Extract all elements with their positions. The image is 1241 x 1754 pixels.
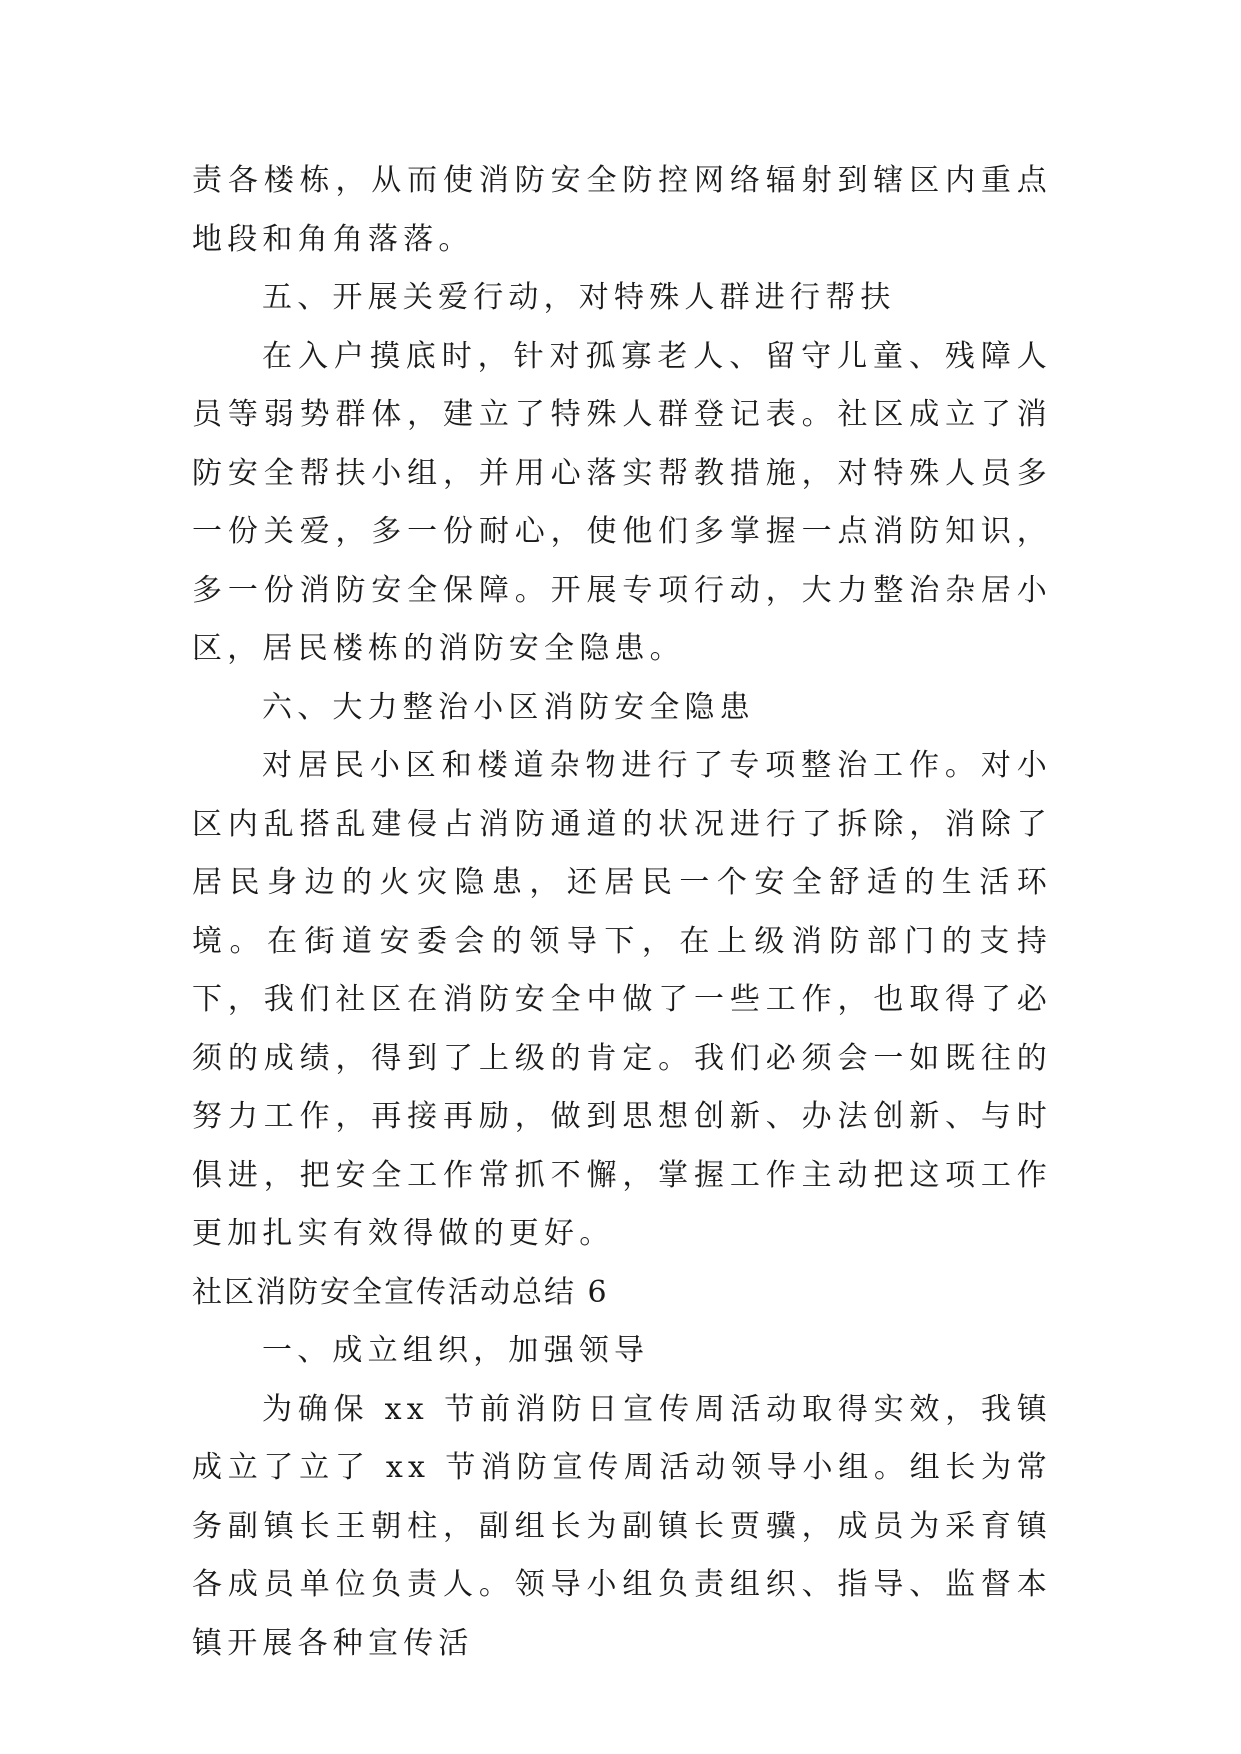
paragraph-special-groups: 在入户摸底时，针对孤寡老人、留守儿童、残障人员等弱势群体，建立了特殊人群登记表。社区成立了消防安全帮扶小组，并用心落实帮教措施，对特殊人员多一份关爱，多一份耐心，使他们多掌握一点消防知识，多一份消防安全保障。开展专项行动，大力整治杂居小区，居民楼栋的消防安全隐患。 xyxy=(192,338,1052,666)
section-heading-six: 六、大力整治小区消防安全隐患 xyxy=(262,689,755,725)
document-body xyxy=(192,152,1052,1673)
paragraph-continued: 责各楼栋，从而使消防安全防控网络辐射到辖区内重点地段和角角落落。 xyxy=(192,163,1052,257)
document-section-title: 社区消防安全宣传活动总结 6 xyxy=(192,1274,609,1310)
paragraph-remediation: 对居民小区和楼道杂物进行了专项整治工作。对小区内乱搭乱建侵占消防通道的状况进行了拆除，消除了居民身边的火灾隐患，还居民一个安全舒适的生活环境。在街道安委会的领导下，在上级消防部门的支持下，我们社区在消防安全中做了一些工作，也取得了必须的成绩，得到了上级的肯定。我们必须会一如既往的努力工作，再接再励，做到思想创新、办法创新、与时俱进，把安全工作常抓不懈，掌握工作主动把这项工作更加扎实有效得做的更好。 xyxy=(192,748,1052,1251)
paragraph-organization: 为确保 xx 节前消防日宣传周活动取得实效，我镇成立了立了 xx 节消防宣传周活动领导小组。组长为常务副镇长王朝柱，副组长为副镇长贾骥，成员为采育镇各成员单位负责人。领导小组负责组织、指导、监督本镇开展各种宣传活 xyxy=(192,1391,1052,1661)
section-heading-one: 一、成立组织，加强领导 xyxy=(262,1333,650,1368)
section-heading-five: 五、开展关爱行动，对特殊人群进行帮扶 xyxy=(262,280,896,315)
